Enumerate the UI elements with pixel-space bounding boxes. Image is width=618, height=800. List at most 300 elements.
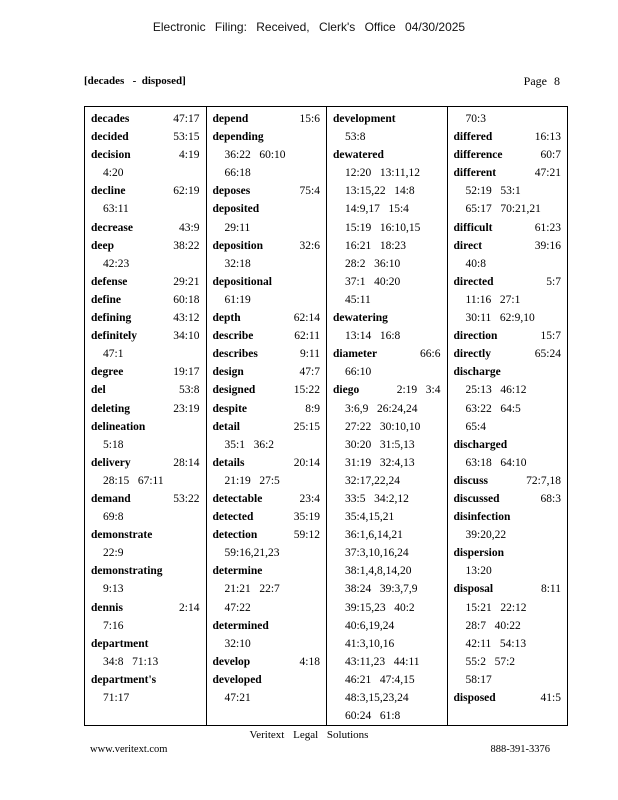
index-refs: 58:17 xyxy=(465,673,492,686)
index-entry-line xyxy=(213,110,321,128)
index-term: decided xyxy=(91,131,129,144)
index-entry-line xyxy=(91,526,200,544)
index-refs: 5:18 xyxy=(103,438,124,451)
index-refs: 2:19 3:4 xyxy=(396,384,441,397)
index-entry-line xyxy=(91,400,200,418)
index-entry-line xyxy=(91,146,200,164)
index-refs-continuation xyxy=(454,562,562,580)
index-refs: 23:4 xyxy=(299,492,320,505)
index-entry-line xyxy=(454,273,562,291)
index-refs-continuation xyxy=(91,544,200,562)
index-entry xyxy=(213,273,321,309)
index-refs: 61:19 xyxy=(224,293,251,306)
index-entry-line xyxy=(454,436,562,454)
index-refs-continuation xyxy=(333,273,441,291)
index-entry xyxy=(91,671,200,707)
index-entry xyxy=(91,490,200,526)
index-entry-line xyxy=(213,617,321,635)
index-refs: 66:18 xyxy=(224,167,251,180)
index-term: disposed xyxy=(453,692,496,704)
index-term: development xyxy=(333,113,396,125)
index-entry-line xyxy=(213,345,321,363)
index-entry xyxy=(454,327,562,345)
index-refs: 28:7 40:22 xyxy=(465,619,521,632)
index-entry-line xyxy=(91,182,200,200)
index-refs: 13:15,22 14:8 xyxy=(345,185,415,198)
index-refs: 53:8 xyxy=(179,384,200,397)
index-refs: 71:17 xyxy=(103,692,130,704)
index-term: define xyxy=(91,293,122,306)
index-entry xyxy=(454,472,562,490)
index-entry-line xyxy=(213,490,321,508)
index-entry xyxy=(91,599,200,635)
index-refs: 43:9 xyxy=(179,221,200,234)
index-refs-continuation xyxy=(91,508,200,526)
index-refs: 25:15 xyxy=(293,420,320,433)
index-term: disposal xyxy=(453,583,494,596)
index-term: demand xyxy=(91,492,131,505)
index-refs: 40:6,19,24 xyxy=(345,619,395,632)
index-entry-line xyxy=(454,490,562,508)
index-term: detected xyxy=(212,511,254,524)
index-entry xyxy=(91,182,200,218)
index-refs-continuation xyxy=(213,436,321,454)
index-entry xyxy=(91,526,200,562)
index-refs-continuation xyxy=(454,671,562,689)
index-refs-continuation xyxy=(333,653,441,671)
index-column xyxy=(206,107,327,725)
index-refs-continuation xyxy=(333,291,441,309)
index-refs: 27:22 30:10,10 xyxy=(345,420,421,433)
index-term: deleting xyxy=(91,402,130,415)
index-refs: 28:15 67:11 xyxy=(103,474,164,487)
index-refs: 65:24 xyxy=(534,348,561,361)
index-refs-continuation xyxy=(333,472,441,490)
index-term: depositional xyxy=(212,275,272,288)
index-refs: 25:13 46:12 xyxy=(465,384,527,397)
index-term: detail xyxy=(212,420,240,433)
index-refs-continuation xyxy=(91,617,200,635)
index-refs: 55:2 57:2 xyxy=(465,655,516,668)
index-refs-continuation xyxy=(454,200,562,218)
index-refs-continuation xyxy=(333,635,441,653)
index-term: department's xyxy=(91,673,157,686)
index-refs-continuation xyxy=(454,526,562,544)
index-refs-continuation xyxy=(213,255,321,273)
index-refs: 47:22 xyxy=(224,601,251,614)
index-entry-line xyxy=(213,237,321,255)
index-entry-line xyxy=(91,219,200,237)
index-refs: 65:17 70:21,21 xyxy=(465,203,541,216)
index-entry xyxy=(213,653,321,671)
index-refs-continuation xyxy=(213,146,321,164)
index-refs-continuation xyxy=(213,599,321,617)
index-refs: 47:17 xyxy=(173,113,200,125)
index-term: dewatered xyxy=(333,149,384,162)
index-refs-continuation xyxy=(454,110,562,128)
index-entry-line xyxy=(213,418,321,436)
index-entry xyxy=(213,617,321,653)
index-refs: 39:16 xyxy=(534,239,561,252)
index-refs: 63:11 xyxy=(103,203,129,216)
index-refs-continuation xyxy=(333,580,441,598)
index-refs-continuation xyxy=(333,490,441,508)
index-refs: 69:8 xyxy=(103,511,124,524)
index-refs-continuation xyxy=(91,255,200,273)
index-refs: 19:17 xyxy=(173,366,200,379)
index-entry-line xyxy=(213,200,321,218)
index-refs: 60:24 61:8 xyxy=(345,710,401,723)
index-entry-line xyxy=(91,273,200,291)
index-term: depend xyxy=(212,113,249,125)
index-refs-continuation xyxy=(454,255,562,273)
index-refs: 41:5 xyxy=(540,692,561,704)
index-entry xyxy=(91,400,200,418)
index-entry xyxy=(333,345,441,381)
index-refs-continuation xyxy=(333,237,441,255)
index-entry-line xyxy=(213,327,321,345)
index-refs: 15:7 xyxy=(540,330,561,343)
index-entry-line xyxy=(91,381,200,399)
index-entry-line xyxy=(454,580,562,598)
index-entry xyxy=(454,219,562,237)
index-refs-continuation xyxy=(333,200,441,218)
index-entry xyxy=(454,490,562,508)
index-entry-line xyxy=(91,291,200,309)
index-refs: 15:22 xyxy=(293,384,320,397)
index-entry xyxy=(91,454,200,490)
index-refs: 33:5 34:2,12 xyxy=(345,492,409,505)
index-term: department xyxy=(91,637,149,650)
index-term: deposition xyxy=(212,239,263,252)
index-entry xyxy=(454,580,562,689)
index-term: depth xyxy=(212,312,241,325)
index-term: diameter xyxy=(333,348,378,361)
index-entry xyxy=(213,400,321,418)
index-entry xyxy=(333,146,441,309)
index-refs-continuation xyxy=(333,526,441,544)
index-entry xyxy=(454,110,562,128)
index-term: design xyxy=(212,366,244,379)
index-term: direct xyxy=(453,239,483,252)
index-term: difference xyxy=(453,149,503,162)
index-refs: 47:21 xyxy=(224,692,251,704)
index-refs-continuation xyxy=(333,363,441,381)
index-refs: 32:18 xyxy=(224,257,251,270)
index-term: despite xyxy=(212,402,247,415)
index-entry xyxy=(91,110,200,128)
index-entry xyxy=(454,164,562,218)
index-refs-continuation xyxy=(454,400,562,418)
index-entry xyxy=(213,490,321,508)
index-refs-continuation xyxy=(91,436,200,454)
index-refs: 75:4 xyxy=(299,185,320,198)
index-entry-line xyxy=(454,219,562,237)
index-entry xyxy=(91,381,200,399)
index-refs: 66:10 xyxy=(345,366,372,379)
index-entry-line xyxy=(454,164,562,182)
index-refs-continuation xyxy=(91,164,200,182)
index-term: differed xyxy=(453,131,493,144)
index-refs: 28:2 36:10 xyxy=(345,257,401,270)
index-entry xyxy=(91,327,200,363)
index-refs: 30:11 62:9,10 xyxy=(465,312,535,325)
index-refs: 8:11 xyxy=(540,583,561,596)
index-term: deep xyxy=(91,239,114,252)
index-term: direction xyxy=(453,330,498,343)
index-refs-continuation xyxy=(454,599,562,617)
index-term: directed xyxy=(453,275,494,288)
index-term: degree xyxy=(91,366,124,379)
index-refs: 39:20,22 xyxy=(465,529,507,542)
index-refs-continuation xyxy=(333,255,441,273)
index-term: develop xyxy=(212,655,251,668)
index-refs: 8:9 xyxy=(305,402,320,415)
index-refs-continuation xyxy=(333,671,441,689)
index-entry-line xyxy=(213,454,321,472)
index-term: diego xyxy=(333,384,360,397)
index-entry-line xyxy=(213,653,321,671)
index-refs: 63:18 64:10 xyxy=(465,456,527,469)
index-refs-continuation xyxy=(213,544,321,562)
footer-website: www.veritext.com xyxy=(90,744,168,755)
index-refs: 72:7,18 xyxy=(526,474,561,487)
index-term: delivery xyxy=(91,456,131,469)
index-entry-line xyxy=(454,146,562,164)
index-term: disinfection xyxy=(453,511,511,524)
index-refs: 35:19 xyxy=(293,511,320,524)
index-refs-continuation xyxy=(91,653,200,671)
index-refs-continuation xyxy=(454,454,562,472)
index-refs: 16:13 xyxy=(534,131,561,144)
index-entry-line xyxy=(213,671,321,689)
index-refs: 12:20 13:11,12 xyxy=(345,167,420,180)
index-refs: 15:21 22:12 xyxy=(465,601,527,614)
index-entry-line xyxy=(213,309,321,327)
index-term: determined xyxy=(212,619,269,632)
index-refs: 31:19 32:4,13 xyxy=(345,456,415,469)
index-refs: 46:21 47:4,15 xyxy=(345,673,415,686)
index-entry-line xyxy=(213,182,321,200)
index-refs: 21:21 22:7 xyxy=(224,583,280,596)
index-refs-continuation xyxy=(213,689,321,707)
index-refs: 70:3 xyxy=(465,113,486,125)
index-entry-line xyxy=(91,363,200,381)
index-refs-continuation xyxy=(91,200,200,218)
index-entry-line xyxy=(213,381,321,399)
index-refs-continuation xyxy=(454,635,562,653)
index-entry-line xyxy=(91,237,200,255)
index-column xyxy=(326,107,447,725)
index-entry xyxy=(454,544,562,580)
index-refs: 43:12 xyxy=(173,312,200,325)
index-entry xyxy=(454,436,562,472)
index-refs: 38:1,4,8,14,20 xyxy=(345,565,412,578)
index-entry xyxy=(213,182,321,200)
index-refs: 59:12 xyxy=(293,529,320,542)
index-refs: 59:16,21,23 xyxy=(224,547,280,560)
index-refs: 62:19 xyxy=(173,185,200,198)
index-refs: 13:14 16:8 xyxy=(345,330,401,343)
index-refs: 29:11 xyxy=(224,221,251,234)
index-term: details xyxy=(212,456,245,469)
index-refs: 36:1,6,14,21 xyxy=(345,529,403,542)
index-entry xyxy=(454,128,562,146)
index-column xyxy=(447,107,568,725)
index-term: difficult xyxy=(453,221,493,234)
index-refs-continuation xyxy=(213,291,321,309)
index-entry xyxy=(213,237,321,273)
index-range-label: [decades - disposed] xyxy=(84,75,186,87)
index-entry xyxy=(91,291,200,309)
index-entry-line xyxy=(333,309,441,327)
index-term: discharge xyxy=(453,366,501,379)
index-entry xyxy=(454,689,562,707)
index-refs-continuation xyxy=(333,128,441,146)
index-refs: 42:23 xyxy=(103,257,130,270)
index-entry xyxy=(213,526,321,562)
index-entry-line xyxy=(91,599,200,617)
index-refs-continuation xyxy=(333,562,441,580)
index-entry-line xyxy=(213,526,321,544)
index-refs: 32:17,22,24 xyxy=(345,474,400,487)
index-column xyxy=(85,107,206,725)
index-refs: 13:20 xyxy=(465,565,492,578)
index-entry-line xyxy=(91,562,200,580)
index-refs: 9:11 xyxy=(299,348,320,361)
index-entry-line xyxy=(213,128,321,146)
index-refs: 7:16 xyxy=(103,619,124,632)
index-refs: 53:15 xyxy=(173,131,200,144)
index-refs: 35:4,15,21 xyxy=(345,511,395,524)
index-term: determine xyxy=(212,565,263,578)
index-refs-continuation xyxy=(454,617,562,635)
index-refs-continuation xyxy=(333,327,441,345)
index-refs: 53:22 xyxy=(173,492,200,505)
index-refs-continuation xyxy=(454,291,562,309)
index-entry xyxy=(213,562,321,616)
index-entry-line xyxy=(91,128,200,146)
index-refs-continuation xyxy=(91,345,200,363)
index-entry-line xyxy=(333,345,441,363)
index-entry-line xyxy=(454,237,562,255)
index-entry xyxy=(213,200,321,236)
index-term: del xyxy=(91,384,106,397)
index-refs: 4:20 xyxy=(103,167,124,180)
index-entry xyxy=(91,237,200,273)
index-refs-continuation xyxy=(454,653,562,671)
index-entry xyxy=(213,128,321,182)
index-term: demonstrate xyxy=(91,529,153,542)
index-refs: 47:7 xyxy=(299,366,320,379)
index-entry xyxy=(91,309,200,327)
index-refs: 43:11,23 44:11 xyxy=(345,655,420,668)
index-refs-continuation xyxy=(333,182,441,200)
index-refs: 9:13 xyxy=(103,583,124,596)
index-entry xyxy=(213,381,321,399)
index-entry xyxy=(91,363,200,381)
index-term: different xyxy=(453,167,497,180)
index-entry-line xyxy=(91,327,200,345)
index-entry-line xyxy=(91,635,200,653)
index-entry xyxy=(454,508,562,544)
filing-stamp: Electronic Filing: Received, Clerk's Office 04/30/2025 xyxy=(152,20,466,34)
index-term: detectable xyxy=(212,492,263,505)
index-entry-line xyxy=(213,400,321,418)
index-entry-line xyxy=(91,671,200,689)
index-refs-continuation xyxy=(333,418,441,436)
index-entry-line xyxy=(213,363,321,381)
index-refs: 35:1 36:2 xyxy=(224,438,275,451)
index-entry xyxy=(454,363,562,435)
index-term: deposes xyxy=(212,185,251,198)
index-entry-line xyxy=(333,381,441,399)
index-refs: 61:23 xyxy=(534,221,561,234)
index-entry xyxy=(333,110,441,146)
index-refs: 37:3,10,16,24 xyxy=(345,547,409,560)
footer-company: Veritext Legal Solutions xyxy=(249,729,369,741)
index-refs: 60:18 xyxy=(173,293,200,306)
index-refs: 48:3,15,23,24 xyxy=(345,692,409,704)
index-refs-continuation xyxy=(454,381,562,399)
index-refs: 47:21 xyxy=(534,167,561,180)
index-term: decision xyxy=(91,149,131,162)
index-entry-line xyxy=(454,508,562,526)
index-entry-line xyxy=(454,327,562,345)
index-entry xyxy=(91,635,200,671)
index-refs-continuation xyxy=(333,508,441,526)
index-entry-line xyxy=(333,146,441,164)
index-entry xyxy=(91,273,200,291)
index-entry xyxy=(213,309,321,327)
index-refs-continuation xyxy=(333,707,441,725)
index-term: decades xyxy=(91,113,130,125)
index-refs-continuation xyxy=(333,219,441,237)
index-term: defining xyxy=(91,312,132,325)
index-refs-continuation xyxy=(454,182,562,200)
index-refs: 4:18 xyxy=(299,655,320,668)
index-entry-line xyxy=(213,273,321,291)
index-term: delineation xyxy=(91,420,146,433)
index-entry xyxy=(333,309,441,345)
index-refs-continuation xyxy=(91,689,200,707)
index-refs-continuation xyxy=(333,599,441,617)
index-refs: 34:8 71:13 xyxy=(103,655,159,668)
index-entry xyxy=(213,327,321,345)
index-refs: 32:6 xyxy=(299,239,320,252)
index-term: demonstrating xyxy=(91,565,163,578)
index-term: developed xyxy=(212,673,262,686)
index-refs-continuation xyxy=(333,617,441,635)
index-refs: 2:14 xyxy=(179,601,200,614)
index-term: designed xyxy=(212,384,256,397)
index-refs: 38:24 39:3,7,9 xyxy=(345,583,418,596)
index-term: decline xyxy=(91,185,126,198)
index-refs: 5:7 xyxy=(546,275,561,288)
index-term: dispersion xyxy=(453,547,504,560)
index-refs: 42:11 54:13 xyxy=(465,637,527,650)
index-term: discharged xyxy=(453,438,508,451)
index-refs: 4:19 xyxy=(179,149,200,162)
index-refs: 39:15,23 40:2 xyxy=(345,601,415,614)
index-entry-line xyxy=(213,562,321,580)
index-refs: 3:6,9 26:24,24 xyxy=(345,402,418,415)
index-refs: 47:1 xyxy=(103,348,124,361)
index-refs-continuation xyxy=(213,472,321,490)
index-term: dewatering xyxy=(333,312,388,325)
footer-phone: 888-391-3376 xyxy=(490,744,550,755)
index-refs: 16:21 18:23 xyxy=(345,239,407,252)
